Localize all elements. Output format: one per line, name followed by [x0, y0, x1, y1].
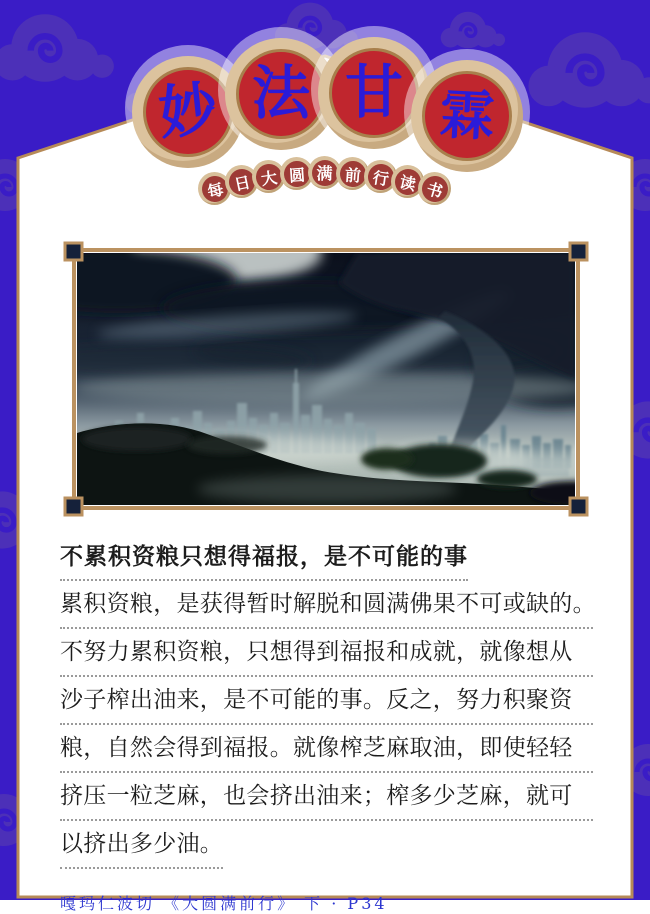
article-line: 累积资粮，是获得暂时解脱和圆满佛果不可或缺的。: [60, 581, 593, 629]
article-line: 沙子榨出油来，是不可能的事。反之，努力积聚资: [60, 677, 593, 725]
medallion-red-disc: [236, 49, 326, 139]
article-line: 挤压一粒芝麻，也会挤出油来；榨多少芝麻，就可: [60, 773, 593, 821]
subtitle-badge: 每: [198, 172, 231, 205]
article-line: 粮，自然会得到福报。就像榨芝麻取油，即使轻轻: [60, 725, 593, 773]
title-char: 霖: [438, 84, 496, 148]
article-line: 不努力累积资粮，只想得到福报和成就，就像想从: [60, 629, 593, 677]
article: [60, 538, 596, 914]
subtitle-badge: 行: [364, 160, 397, 193]
article-heading: 不累积资粮只想得福报，是不可能的事: [60, 538, 468, 581]
title-char: 妙: [155, 76, 221, 147]
title-medallion: [411, 60, 523, 172]
title-char: 甘: [344, 60, 403, 125]
subtitle-badge: 圆: [280, 157, 313, 190]
subtitle-badge: 大: [252, 160, 285, 193]
subtitle-badge: 前: [336, 157, 369, 190]
title-char: 法: [251, 61, 310, 126]
subtitle-badge: 日: [225, 165, 258, 198]
medallion-red-disc: [143, 67, 233, 157]
subtitle-badge: 满: [308, 156, 341, 189]
article-line: 以挤出多少油。: [60, 821, 593, 879]
citation: 嘎玛仁波切 《大圆满前行》 下 · P34: [60, 894, 388, 913]
medallion-red-disc: [422, 71, 512, 161]
tornado-photo: [62, 242, 590, 516]
photo-frame: [62, 242, 590, 516]
subtitle-badge: 读: [391, 165, 424, 198]
medallion-red-disc: [329, 48, 419, 138]
subtitle-badge: 书: [418, 172, 451, 205]
